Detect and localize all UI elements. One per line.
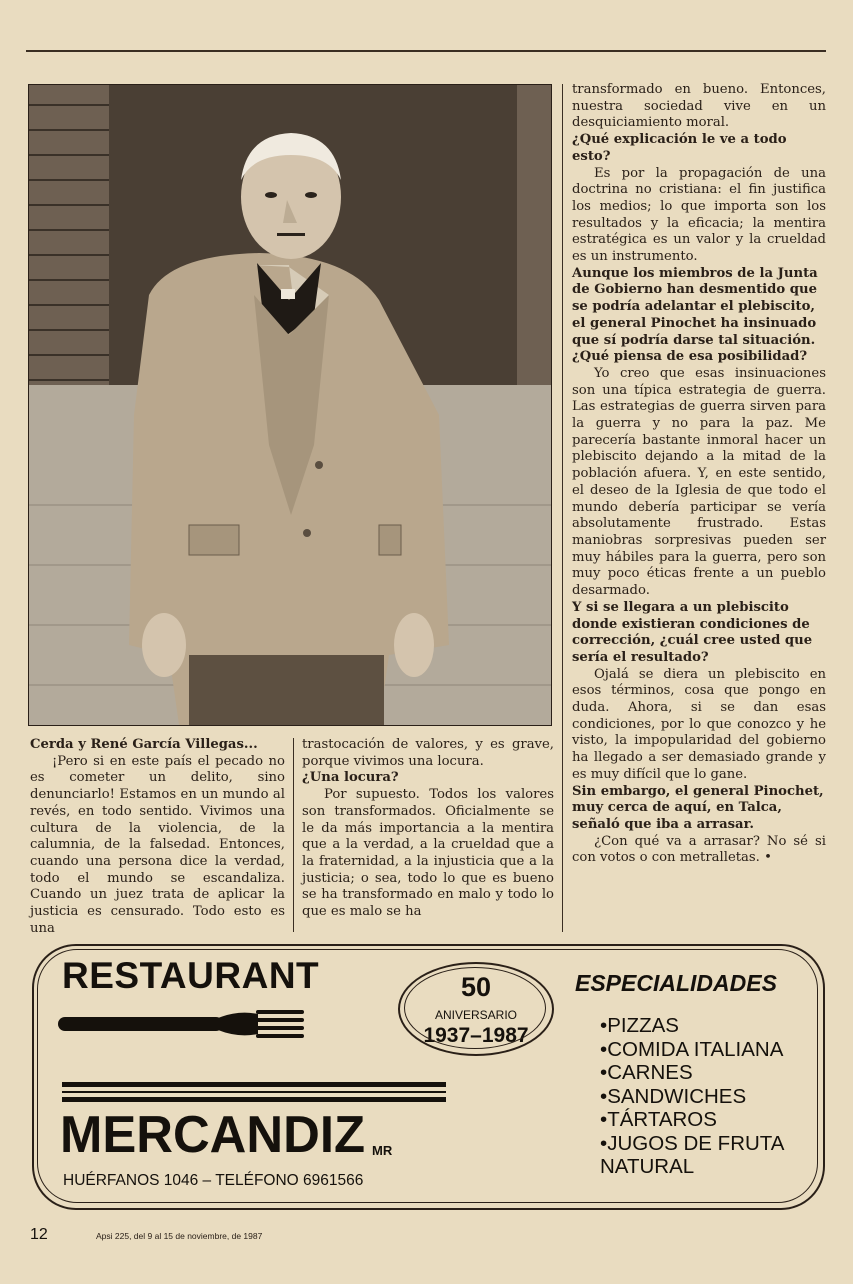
article-paragraph: transformado en bueno. Entonces, nuestra sociedad vive en un desquiciamiento moral. [572,82,826,131]
article-column-3 [572,82,826,867]
interview-question: Y si se llegara a un plebiscito donde existieran condiciones de corrección, ¿cuál cree usted que sería el resultado? [572,599,813,665]
badge-years: 1937–1987 [423,1024,529,1047]
specialty-item: • COMIDA ITALIANA [600,1038,784,1062]
page-number: 12 [30,1226,48,1243]
column-divider-2 [562,84,563,932]
logo-wordmark: MERCANDIZ [60,1106,365,1158]
article-paragraph: ¿Con qué va a arrasar? No sé si con votos o con metralletas. • [572,833,826,866]
logo-bar-top [62,1082,446,1087]
logo-mark: MR [372,1143,393,1158]
interview-question: ¿Una locura? [302,770,399,786]
article-paragraph: ¡Pero si en este país el pecado no es cometer un delito, sino denunciarlo! Estamos en un mundo al revés, en todo sentido. Vivimos una cultura de la violencia, de la calumnia, de la falsedad. Entonces, cuando una persona dice la verdad, todo el mundo se escandaliza. Cuando un juez trata de aplicar la justicia es censurado. Todo esto es una [30,753,285,936]
article-column-1 [30,737,285,937]
article-paragraph: Yo creo que esas insinuaciones son una típica estrategia de guerra. Las estrategias de guerra sirven para la guerra y no para la paz. Me parecería bastante inmoral hacer un plebiscito dejando a la mitad de la población afuera. Y, en este sentido, el deseo de la Iglesia de que todo el mundo debería participar se vería absolutamente frustrado. Estas maniobras sorpresivas pueden ser muy hábiles para la guerra, pero son muy poco éticas frente a un pueblo desarmado. [572,365,826,599]
restaurant-address: HUÉRFANOS 1046 – TELÉFONO 6961566 [63,1172,364,1189]
logo-bar-bottom [62,1097,446,1102]
article-paragraph: Por supuesto. Todos los valores son transformados. Oficialmente se le da más importancia a la mentira que a la verdad, a la crueldad que a la fraternidad, a la injusticia que a la justicia; o sea, todo lo que es bueno se ha transformado en malo y todo lo que es malo se ha [302,787,554,920]
badge-number: 50 [460,972,492,1002]
fork-icon [58,1006,308,1042]
specialty-item: • PIZZAS [600,1014,784,1038]
specialty-item-continuation: NATURAL [600,1155,695,1178]
interview-question: Aunque los miembros de la Junta de Gobierno han desmentido que se podría adelantar el plebiscito, el general Pinochet ha insinuado que sí podría darse tal situación. ¿Qué piensa de esa posibilidad? [572,265,818,365]
article-paragraph: Ojalá se diera un plebiscito en esos términos, cosa que pongo en duda. Ahora, si se dan esas condiciones, por lo que conozco y he visto, la impopularidad del gobierno ha llegado a ser demasiado grande y es muy difícil que lo gane. [572,666,826,782]
specialty-item: • CARNES [600,1061,784,1085]
specialty-item: • TÁRTAROS [600,1108,784,1132]
badge-label: ANIVERSARIO [434,1008,518,1022]
badge-inner-ring [404,967,546,1049]
restaurant-logo [60,1106,370,1158]
issue-info: Apsi 225, del 9 al 15 de noviembre, de 1987 [96,1231,263,1241]
column-divider-1 [293,738,294,932]
article-paragraph: Cerda y René García Villegas... [30,737,258,752]
article-column-2 [302,737,554,921]
ad-title: RESTAURANT [62,955,320,996]
specialty-item: • JUGOS DE FRUTA [600,1132,784,1156]
article-paragraph: trastocación de valores, y es grave, porque vivimos una locura. [302,737,554,769]
specialties-title: ESPECIALIDADES [575,970,777,996]
specialty-item: • SANDWICHES [600,1085,784,1109]
top-rule [26,50,826,52]
interview-question: Sin embargo, el general Pinochet, muy cerca de aquí, en Talca, señaló que iba a arrasar. [572,783,824,832]
specialties-list [600,1014,784,1179]
logo-bar-middle [62,1091,446,1093]
article-paragraph: Es por la propagación de una doctrina no cristiana: el fin justifica los medios; lo que importa son los resultados y la eficacia; la mentira estratégica es un valor y la crueldad es un instrumento. [572,165,826,265]
portrait-photo [28,84,552,726]
interview-question: ¿Qué explicación le ve a todo esto? [572,132,787,164]
